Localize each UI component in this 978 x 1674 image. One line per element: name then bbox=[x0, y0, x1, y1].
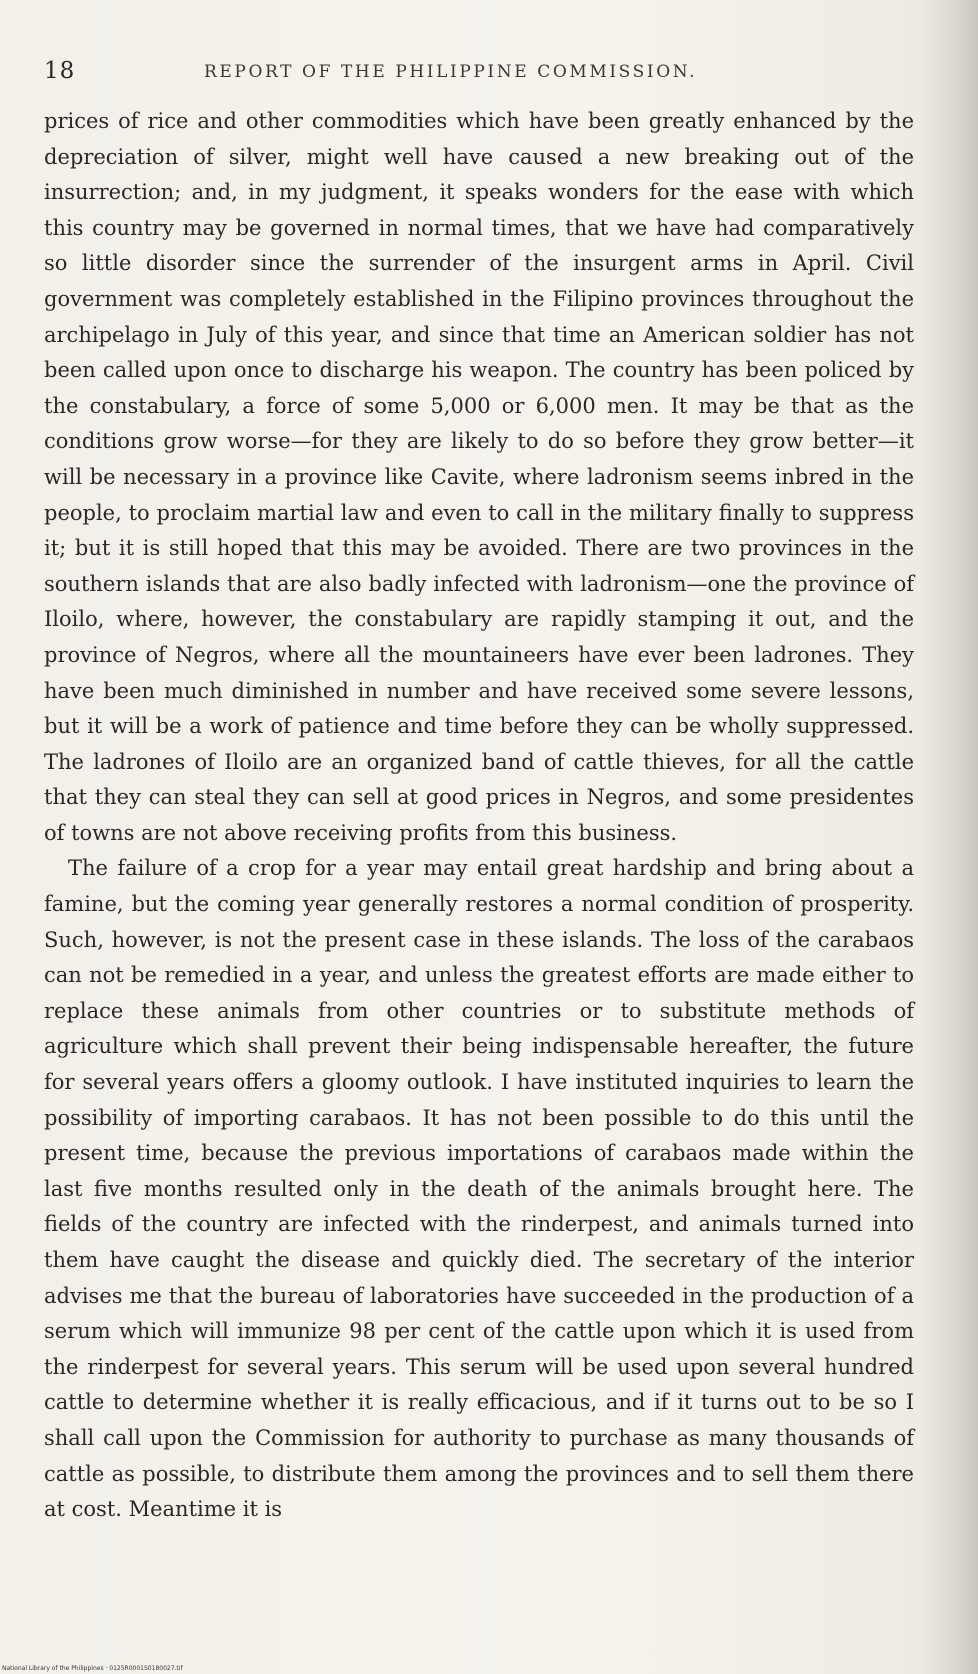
page-header bbox=[44, 58, 914, 90]
paragraph-1: prices of rice and other commodities which have been greatly enhanced by the depreciation of silver, might well have caused a new breaking out of the insurrection; and, in my judgment, it speaks wonders for the ease with which this country may be governed in normal times, that we have had comparatively so little disorder since the surrender of the insurgent arms in April. Civil government was completely established in the Filipino provinces throughout the archipelago in July of this year, and since that time an American soldier has not been called upon once to discharge his weapon. The country has been policed by the constabulary, a force of some 5,000 or 6,000 men. It may be that as the conditions grow worse—for they are likely to do so before they grow better—it will be necessary in a province like Cavite, where ladronism seems inbred in the people, to proclaim martial law and even to call in the military finally to suppress it; but it is still hoped that this may be avoided. There are two provinces in the southern islands that are also badly infected with ladronism—one the province of Iloilo, where, however, the constabulary are rapidly stamping it out, and the province of Negros, where all the mountaineers have ever been ladrones. They have been much diminished in number and have received some severe lessons, but it will be a work of patience and time before they can be wholly suppressed. The ladrones of Iloilo are an organized band of cattle thieves, for all the cattle that they can steal they can sell at good prices in Negros, and some presidentes of towns are not above receiving profits from this business. bbox=[44, 109, 914, 845]
running-head: REPORT OF THE PHILIPPINE COMMISSION. bbox=[204, 62, 698, 82]
page-number: 18 bbox=[44, 58, 76, 84]
scan-credit: National Library of the Philippines · 0125R0001S0180027.tif bbox=[2, 1665, 183, 1672]
paragraph-2: The failure of a crop for a year may entail great hardship and bring about a famine, but the coming year generally restores a normal condition of prosperity. Such, however, is not the present case in these islands. The loss of the carabaos can not be remedied in a year, and unless the greatest efforts are made either to replace these animals from other countries or to substitute methods of agriculture which shall prevent their being indispensable hereafter, the future for several years offers a gloomy outlook. I have instituted inquiries to learn the possibility of importing carabaos. It has not been possible to do this until the present time, because the previous importations of carabaos made within the last five months resulted only in the death of the animals brought here. The fields of the country are infected with the rinderpest, and animals turned into them have caught the disease and quickly died. The secretary of the interior advises me that the bureau of laboratories have succeeded in the production of a serum which will immunize 98 per cent of the cattle upon which it is used from the rinderpest for several years. This serum will be used upon several hundred cattle to determine whether it is really efficacious, and if it turns out to be so I shall call upon the Commission for authority to purchase as many thousands of cattle as possible, to distribute them among the provinces and to sell them there at cost. Meantime it is bbox=[44, 856, 914, 1522]
body-text bbox=[44, 104, 914, 1528]
